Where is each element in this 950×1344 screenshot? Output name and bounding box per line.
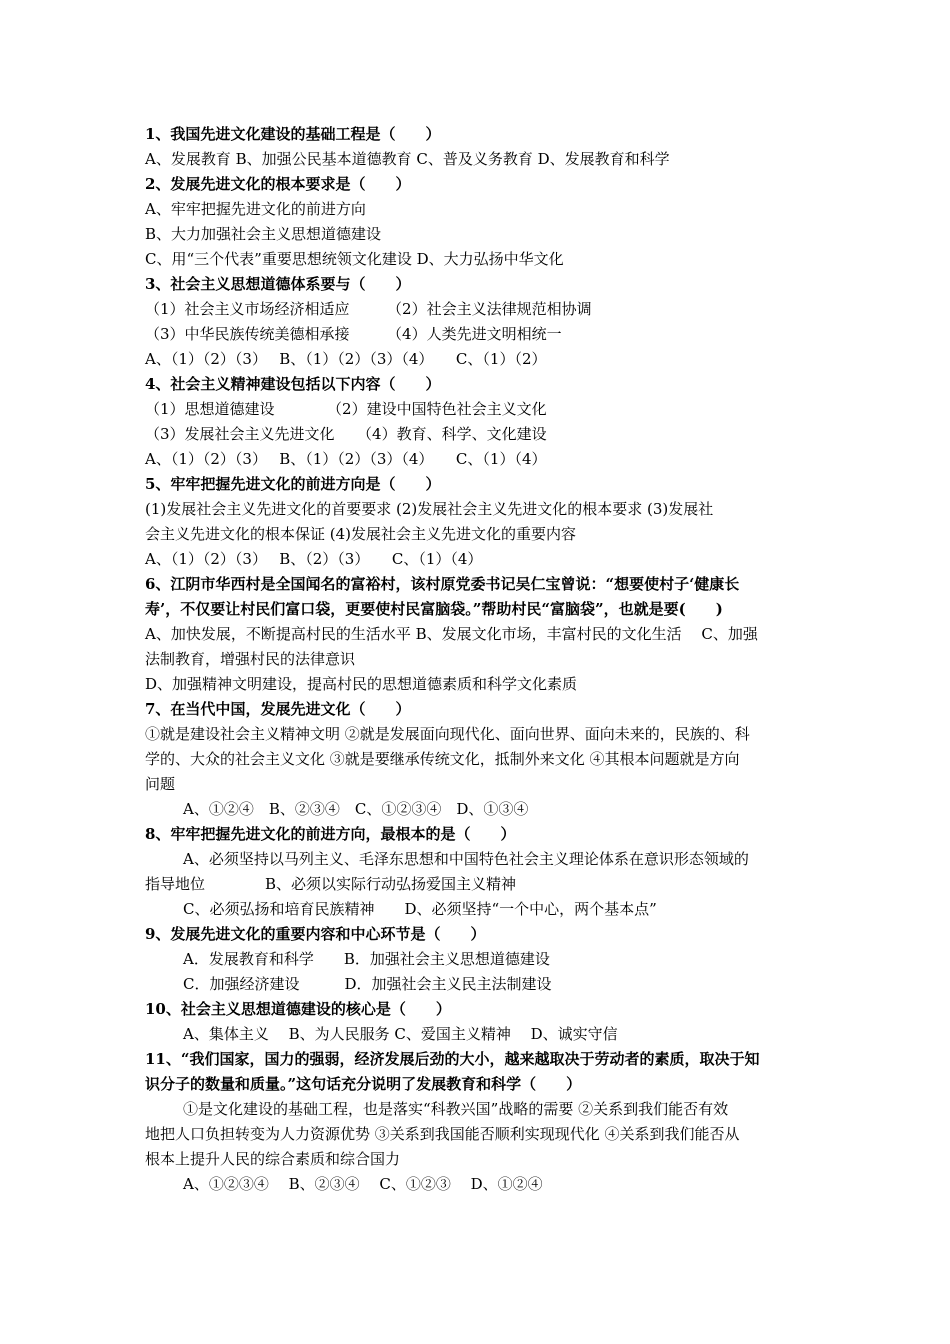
text-line: 问题 bbox=[145, 775, 176, 793]
question-line: 10、社会主义思想道德建设的核心是（ ） bbox=[145, 1000, 451, 1018]
question-line: 11、“我们国家，国力的强弱，经济发展后劲的大小，越来越取决于劳动者的素质，取决于知 bbox=[145, 1050, 760, 1068]
text-line: A、必须坚持以马列主义、毛泽东思想和中国特色社会主义理论体系在意识形态领域的 bbox=[183, 850, 749, 868]
question-line: 1、我国先进文化建设的基础工程是（ ） bbox=[145, 125, 441, 143]
text-line: (1)发展社会主义先进文化的首要要求 (2)发展社会主义先进文化的根本要求 (3)发展社 bbox=[145, 500, 714, 518]
text-line: 学的、大众的社会主义文化 ③就是要继承传统文化，抵制外来文化 ④其根本问题就是方向 bbox=[145, 750, 740, 768]
text-line: A、（1）（2）（3） B、（2）（3） C、（1）（4） bbox=[145, 550, 483, 568]
text-line: 指导地位 B、必须以实际行动弘扬爱国主义精神 bbox=[145, 875, 517, 893]
text-line: A．发展教育和科学 B．加强社会主义思想道德建设 bbox=[183, 950, 550, 968]
text-line: A、①②④ B、②③④ C、①②③④ D、①③④ bbox=[183, 800, 529, 818]
text-line: A、加快发展，不断提高村民的生活水平 B、发展文化市场，丰富村民的文化生活 C、加强 bbox=[145, 625, 758, 643]
text-line: （1）思想道德建设 （2）建设中国特色社会主义文化 bbox=[145, 400, 547, 418]
text-line: 会主义先进文化的根本保证 (4)发展社会主义先进文化的重要内容 bbox=[145, 525, 577, 543]
text-line: C．加强经济建设 D．加强社会主义民主法制建设 bbox=[183, 975, 552, 993]
question-line: 识分子的数量和质量。”这句话充分说明了发展教育和科学（ ） bbox=[145, 1075, 582, 1093]
text-line: ①是文化建设的基础工程，也是落实“科教兴国”战略的需要 ②关系到我们能否有效 bbox=[183, 1100, 729, 1118]
text-line: B、大力加强社会主义思想道德建设 bbox=[145, 225, 382, 243]
text-line: A、发展教育 B、加强公民基本道德教育 C、普及义务教育 D、发展教育和科学 bbox=[145, 150, 670, 168]
question-line: 5、牢牢把握先进文化的前进方向是（ ） bbox=[145, 475, 441, 493]
text-line: （1）社会主义市场经济相适应 （2）社会主义法律规范相协调 bbox=[145, 300, 592, 318]
text-line: （3）发展社会主义先进文化 （4）教育、科学、文化建设 bbox=[145, 425, 547, 443]
text-line: 法制教育，增强村民的法律意识 bbox=[145, 650, 356, 668]
text-line: A、牢牢把握先进文化的前进方向 bbox=[145, 200, 366, 218]
text-line: C、必须弘扬和培育民族精神 D、必须坚持“一个中心，两个基本点” bbox=[183, 900, 657, 918]
question-line: 3、社会主义思想道德体系要与（ ） bbox=[145, 275, 411, 293]
text-line: C、用“三个代表”重要思想统领文化建设 D、大力弘扬中华文化 bbox=[145, 250, 564, 268]
question-line: 7、在当代中国，发展先进文化（ ） bbox=[145, 700, 411, 718]
text-line: ①就是建设社会主义精神文明 ②就是发展面向现代化、面向世界、面向未来的，民族的、科 bbox=[145, 725, 750, 743]
question-line: 8、牢牢把握先进文化的前进方向，最根本的是（ ） bbox=[145, 825, 516, 843]
text-line: A、（1）（2）（3） B、（1）（2）（3）（4） C、（1）（4） bbox=[145, 450, 547, 468]
question-line: 2、发展先进文化的根本要求是（ ） bbox=[145, 175, 411, 193]
text-line: 地把人口负担转变为人力资源优势 ③关系到我国能否顺利实现现代化 ④关系到我们能否从 bbox=[145, 1125, 740, 1143]
question-line: 寿’，不仅要让村民们富口袋，更要使村民富脑袋。”帮助村民“富脑袋”，也就是要( ) bbox=[145, 600, 723, 618]
text-line: （3）中华民族传统美德相承接 （4）人类先进文明相统一 bbox=[145, 325, 562, 343]
question-line: 4、社会主义精神建设包括以下内容（ ） bbox=[145, 375, 441, 393]
worksheet bbox=[145, 122, 813, 1197]
text-line: A、①②③④ B、②③④ C、①②③ D、①②④ bbox=[183, 1175, 543, 1193]
text-line: A、集体主义 B、为人民服务 C、爱国主义精神 D、诚实守信 bbox=[183, 1025, 618, 1043]
text-line: 根本上提升人民的综合素质和综合国力 bbox=[145, 1150, 401, 1168]
text-line: D、加强精神文明建设，提高村民的思想道德素质和科学文化素质 bbox=[145, 675, 578, 693]
question-line: 6、江阴市华西村是全国闻名的富裕村，该村原党委书记吴仁宝曾说：“想要使村子‘健康长 bbox=[145, 575, 740, 593]
question-line: 9、发展先进文化的重要内容和中心环节是（ ） bbox=[145, 925, 486, 943]
text-line: A、（1）（2）（3） B、（1）（2）（3）（4） C、（1）（2） bbox=[145, 350, 547, 368]
